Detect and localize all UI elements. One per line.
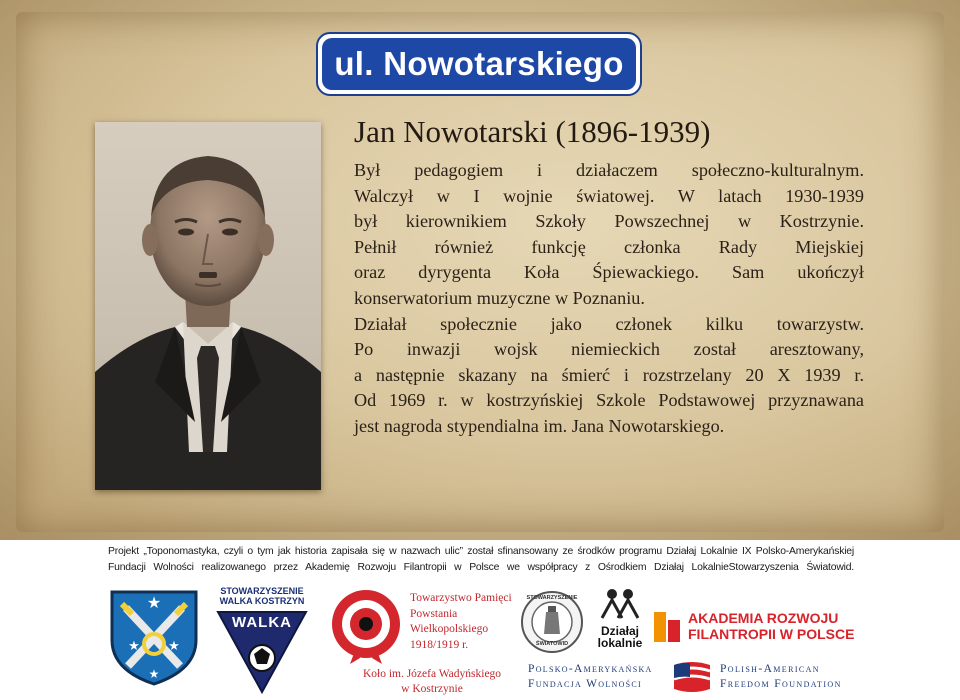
walka-badge: WALKA	[232, 614, 292, 631]
person-title: Jan Nowotarski (1896-1939)	[354, 114, 711, 149]
swiatowid-top: STOWARZYSZENIE	[526, 595, 578, 601]
arfp-line2: FILANTROPII W POLSCE	[688, 626, 855, 642]
funding-line: Fundacji Wolności realizowanego przez Akademię Rozwoju Filantropii w Polsce we współpracy z Ośrodkiem Działaj LokalnieStowarzyszenia Światowid.	[108, 562, 854, 573]
arfp-line1: AKADEMIA ROZWOJU	[688, 610, 839, 626]
arfp-mark-icon	[654, 612, 682, 642]
pafw-line1: Polsko-Amerykańska	[528, 663, 653, 675]
paff-line2: Freedom Foundation	[720, 678, 842, 690]
rosette-icon	[326, 588, 406, 664]
street-sign	[316, 32, 642, 96]
swiatowid-bottom: ŚWIATOWID	[535, 641, 569, 647]
biography	[354, 158, 864, 440]
kolo-line: Koło im. Józefa Wadyńskiego	[362, 668, 502, 680]
paff-flag-logo	[672, 659, 712, 695]
svg-text:★: ★	[168, 639, 180, 654]
bio-line: Pełnił również funkcję członka Rady Miejskiej	[354, 236, 864, 257]
swiatowid-logo	[520, 590, 584, 654]
dzialaj-people-icon	[596, 586, 644, 620]
walka-line2: WALKA KOSTRZYN	[219, 596, 305, 606]
dzialaj-line1: Działaj	[600, 624, 639, 638]
coat-of-arms-icon	[108, 588, 200, 686]
dzialaj-lokalnie-logo	[596, 586, 644, 652]
svg-text:★: ★	[128, 639, 140, 654]
paff-line1: Polish-American	[720, 663, 820, 675]
street-sign-panel	[322, 38, 636, 90]
walka-line1: STOWARZYSZENIE	[220, 586, 304, 596]
street-name: ul. Nowotarskiego	[334, 45, 624, 82]
walka-kostrzyn-logo	[212, 586, 312, 696]
portrait-illustration	[95, 122, 321, 490]
dzialaj-line2: lokalnie	[597, 636, 643, 650]
bio-line: konserwatorium muzyczne w Poznaniu.	[354, 287, 645, 308]
kolo-line: w Kostrzynie	[401, 683, 463, 695]
bio-line: jest nagroda stypendialna im. Jana Nowotarskiego.	[354, 415, 725, 436]
bio-line: był kierownikiem Szkoły Powszechnej w Kostrzynie.	[354, 211, 864, 232]
bio-line: Po inwazji wojsk niemieckich został aresztowany,	[354, 339, 864, 360]
tpp-line: Wielkopolskiego	[410, 623, 489, 635]
pafw-line2: Fundacja Wolności	[528, 678, 643, 690]
tpp-line: Towarzystwo Pamięci	[410, 592, 512, 604]
bio-line: Był pedagogiem i działaczem społeczno-kulturalnym.	[354, 160, 864, 180]
flag-icon	[672, 659, 712, 695]
bio-line: Działał społecznie jako członek kilku towarzystw.	[354, 313, 864, 334]
kostrzyn-coat-of-arms-logo	[108, 588, 200, 686]
kolo-name	[352, 667, 512, 697]
paff-logo	[720, 662, 860, 692]
bio-line: a następnie skazany na śmierć i rozstrzelany 20 X 1939 r.	[354, 364, 864, 385]
akademia-rozwoju-filantropii-logo	[654, 610, 864, 644]
bio-line: oraz dyrygenta Koła Śpiewackiego. Sam ukończył	[354, 262, 864, 283]
tpp-rosette-logo	[326, 588, 406, 664]
svg-text:★: ★	[148, 667, 160, 681]
bio-line: Od 1969 r. w kostrzyńskiej Szkole Podstawowej przyznawana	[354, 390, 864, 411]
funding-line: Projekt „Toponomastyka, czyli o tym jak historia zapisała się w nazwach ulic” został sfinansowany ze środków programu Działaj Lokalnie IX Polsko-Amerykańskiej	[108, 546, 854, 557]
pafw-logo	[528, 662, 668, 692]
tpp-line: Powstania	[410, 607, 458, 620]
portrait-photo	[95, 122, 321, 490]
svg-text:★: ★	[146, 593, 162, 612]
project-funding-note	[108, 544, 854, 576]
tpp-line: 1918/1919 r.	[410, 638, 469, 651]
bio-line: Walczył w I wojnie światowej. W latach 1930-1939	[354, 185, 864, 206]
tpp-name	[410, 591, 520, 653]
